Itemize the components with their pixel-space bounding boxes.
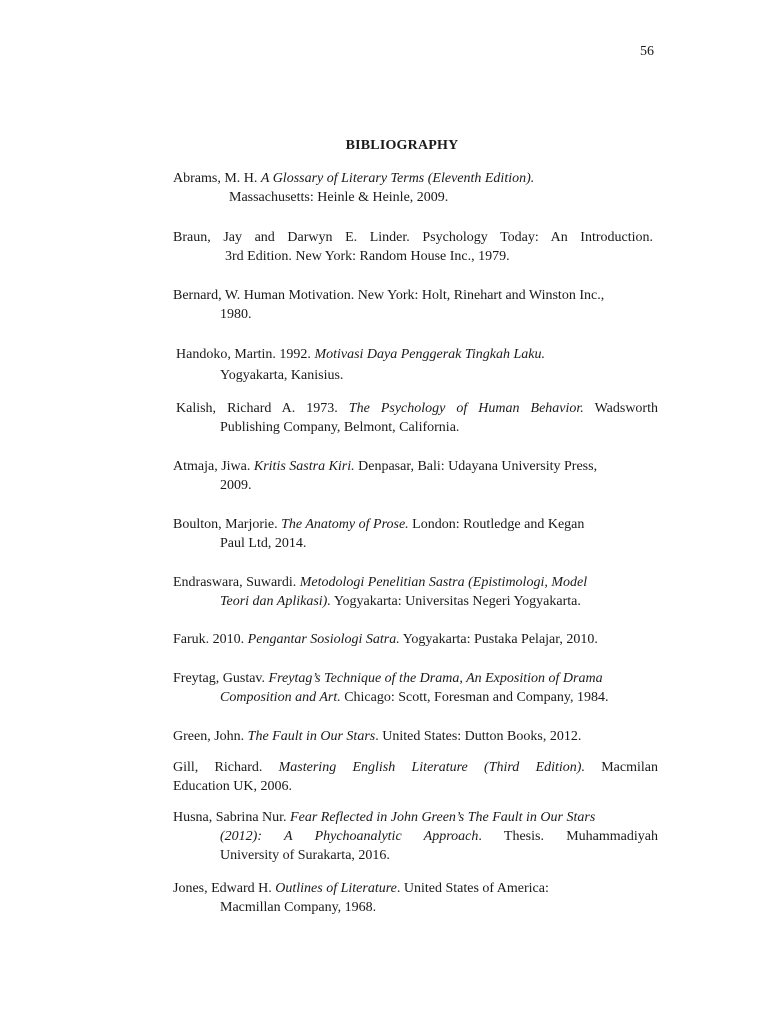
bib-entry-handoko [176,344,626,386]
entry-title: Metodologi Penelitian Sastra (Epistimologi, Model [299,575,588,590]
entry-title-cont: Composition and Art. [220,690,341,705]
bib-entry-jones [173,879,653,917]
bib-entry-husna [173,808,658,865]
entry-text: Husna, Sabrina Nur. [173,810,291,825]
entry-continuation: Yogyakarta, Kanisius. [220,368,344,383]
entry-text: Endraswara, Suwardi. [173,575,300,590]
entry-text: Freytag, Gustav. [173,671,269,686]
entry-title-cont: Teori dan Aplikasi). [220,594,331,609]
bib-entry-bernard [173,286,658,324]
entry-text: Handoko, Martin. 1992. [176,347,315,362]
entry-title: Outlines of Literature [275,881,397,896]
entry-title-cont: (2012): A Phychoanalytic Approach [220,829,479,844]
entry-title: The Psychology of Human Behavior. [348,401,584,416]
entry-text-tail: Denpasar, Bali: Udayana University Press, [354,459,598,474]
bib-entry-abrams [173,169,593,207]
entry-continuation: 3rd Edition. New York: Random House Inc., 1979. [225,249,510,264]
entry-text: Green, John. [173,729,248,744]
entry-text-tail: Wadsworth [583,401,658,416]
entry-continuation: Education UK, 2006. [173,779,292,794]
entry-title: Mastering English Literature (Third Edition). [278,760,585,775]
bib-entry-gill [173,758,658,796]
entry-text: Kalish, Richard A. 1973. [176,401,349,416]
entry-continuation: Paul Ltd, 2014. [220,536,307,551]
bib-entry-green [173,727,653,746]
entry-continuation: Macmillan Company, 1968. [220,900,377,915]
entry-continuation: 1980. [220,307,252,322]
bib-entry-boulton [173,515,643,553]
bib-entry-atmaja [173,457,653,495]
entry-title: Motivasi Daya Penggerak Tingkah Laku. [314,347,546,362]
entry-text: Jones, Edward H. [173,881,276,896]
entry-title: Pengantar Sosiologi Satra. [247,632,400,647]
entry-text: Abrams, M. H. [173,171,261,186]
bib-entry-braun [173,228,653,266]
entry-continuation-2: University of Surakarta, 2016. [220,848,390,863]
page-title: BIBLIOGRAPHY [345,138,459,153]
entry-text-tail: London: Routledge and Kegan [408,517,585,532]
entry-continuation: Massachusetts: Heinle & Heinle, 2009. [229,190,449,205]
entry-title: Freytag’s Technique of the Drama, An Exposition of Drama [268,671,603,686]
entry-continuation: Publishing Company, Belmont, California. [220,420,460,435]
entry-text-tail: . United States of America: [396,881,549,896]
entry-title: A Glossary of Literary Terms (Eleventh Edition). [260,171,535,186]
entry-text: Faruk. 2010. [173,632,248,647]
entry-text: Braun, Jay and Darwyn E. Linder. Psychology Today: An Introduction. [173,230,653,245]
entry-text: Gill, Richard. [173,760,279,775]
page-number: 56 [640,44,654,59]
bib-entry-faruk [173,630,653,649]
bib-entry-endraswara [173,573,643,611]
bib-entry-kalish [176,399,658,437]
entry-continuation: . Thesis. Muhammadiyah [478,829,658,844]
entry-title: The Fault in Our Stars [247,729,376,744]
entry-title: Fear Reflected in John Green’s The Fault in Our Stars [290,810,596,825]
entry-text-tail: Yogyakarta: Pustaka Pelajar, 2010. [399,632,598,647]
entry-text-tail: . United States: Dutton Books, 2012. [375,729,582,744]
entry-title: Kritis Sastra Kiri. [253,459,355,474]
bib-entry-freytag [173,669,658,707]
entry-text: Bernard, W. Human Motivation. New York: Holt, Rinehart and Winston Inc., [173,288,605,303]
entry-title: The Anatomy of Prose. [281,517,409,532]
entry-continuation: Chicago: Scott, Foresman and Company, 1984. [340,690,609,705]
entry-text: Boulton, Marjorie. [173,517,282,532]
entry-text: Atmaja, Jiwa. [173,459,254,474]
entry-text-tail: Macmilan [584,760,658,775]
entry-continuation: Yogyakarta: Universitas Negeri Yogyakarta. [330,594,581,609]
entry-continuation: 2009. [220,478,252,493]
